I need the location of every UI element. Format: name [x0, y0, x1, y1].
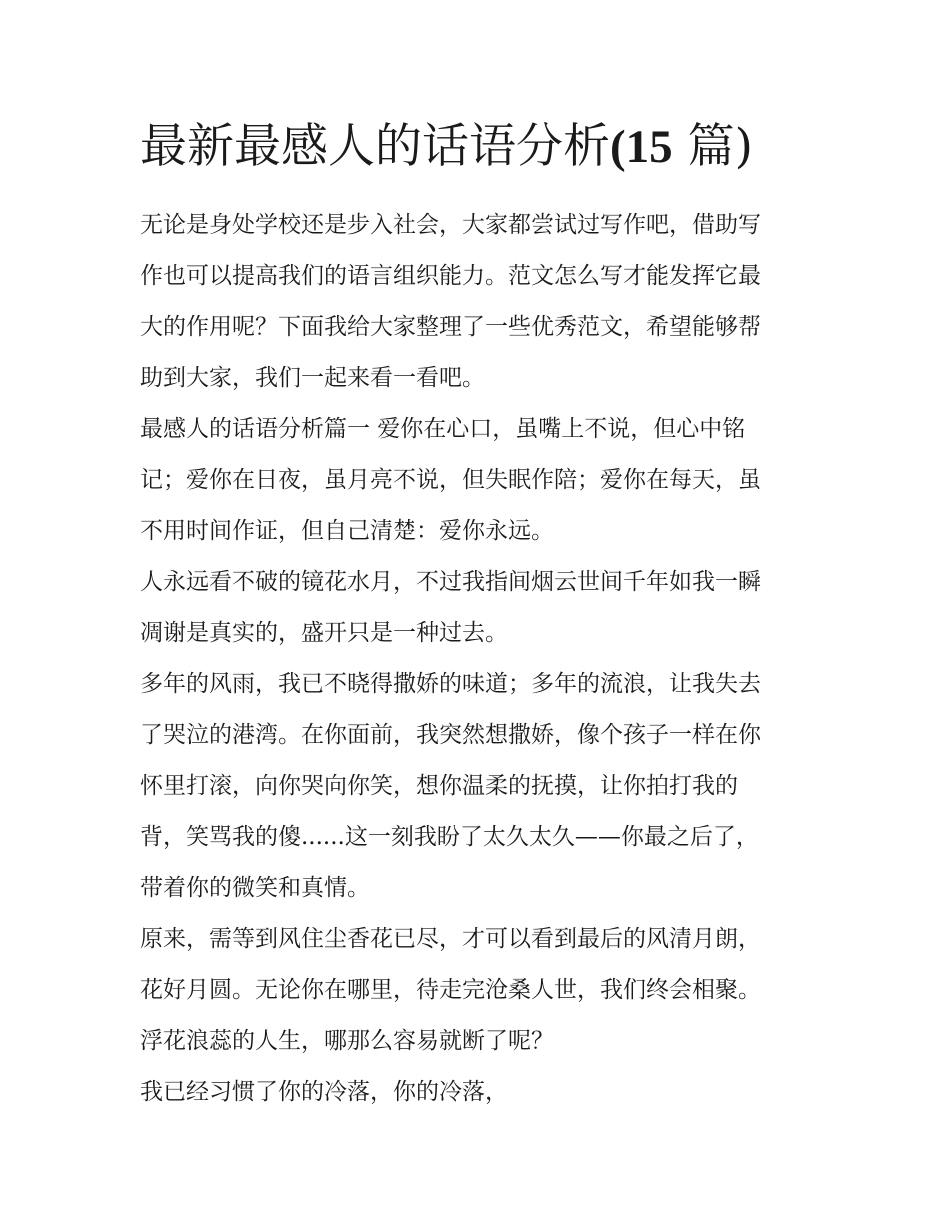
text-line: 原来，需等到风住尘香花已尽，才可以看到最后的风清月朗，	[140, 926, 761, 952]
text-line: 背，笑骂我的傻......这一刻我盼了太久太久——你最之后了，	[140, 824, 759, 850]
text-line: 人永远看不破的镜花水月，不过我指间烟云世间千年如我一瞬	[140, 569, 761, 595]
text-line: 最感人的话语分析篇一 爱你在心口，虽嘴上不说，但心中铭	[140, 416, 746, 442]
text-line: 无论是身处学校还是步入社会，大家都尝试过写作吧，借助写	[140, 212, 761, 238]
title-count: (15	[610, 121, 673, 173]
text-line: 凋谢是真实的，盛开只是一种过去。	[140, 620, 508, 646]
document-body	[140, 200, 812, 1118]
paragraph-intro	[140, 200, 812, 404]
paragraph-mirror-flower	[140, 557, 812, 659]
page-title	[140, 118, 830, 176]
paragraph-wind-rain	[140, 659, 812, 914]
text-line: 作也可以提高我们的语言组织能力。范文怎么写才能发挥它最	[140, 263, 761, 289]
text-line: 我已经习惯了你的冷落，你的冷落，	[140, 1079, 508, 1105]
title-unit: 篇)	[687, 119, 753, 174]
text-line: 大的作用呢？下面我给大家整理了一些优秀范文，希望能够帮	[140, 314, 761, 340]
text-line: 花好月圆。无论你在哪里，待走完沧桑人世，我们终会相聚。	[140, 977, 761, 1003]
text-line: 带着你的微笑和真情。	[140, 875, 370, 901]
text-line: 记；爱你在日夜，虽月亮不说，但失眠作陪；爱你在每天，虽	[140, 467, 761, 493]
paragraph-reunion	[140, 914, 812, 1067]
text-line: 多年的风雨，我已不晓得撒娇的味道；多年的流浪，让我失去	[140, 671, 761, 697]
paragraph-piece-one	[140, 404, 812, 557]
text-line: 助到大家，我们一起来看一看吧。	[140, 365, 485, 391]
title-main: 最新最感人的话语分析	[140, 119, 610, 174]
text-line: 浮花浪蕊的人生，哪那么容易就断了呢？	[140, 1028, 554, 1054]
text-line: 了哭泣的港湾。在你面前，我突然想撒娇，像个孩子一样在你	[140, 722, 761, 748]
text-line: 不用时间作证，但自己清楚：爱你永远。	[140, 518, 554, 544]
text-line: 怀里打滚，向你哭向你笑，想你温柔的抚摸，让你拍打我的	[140, 773, 738, 799]
paragraph-cold-shoulder	[140, 1067, 812, 1118]
